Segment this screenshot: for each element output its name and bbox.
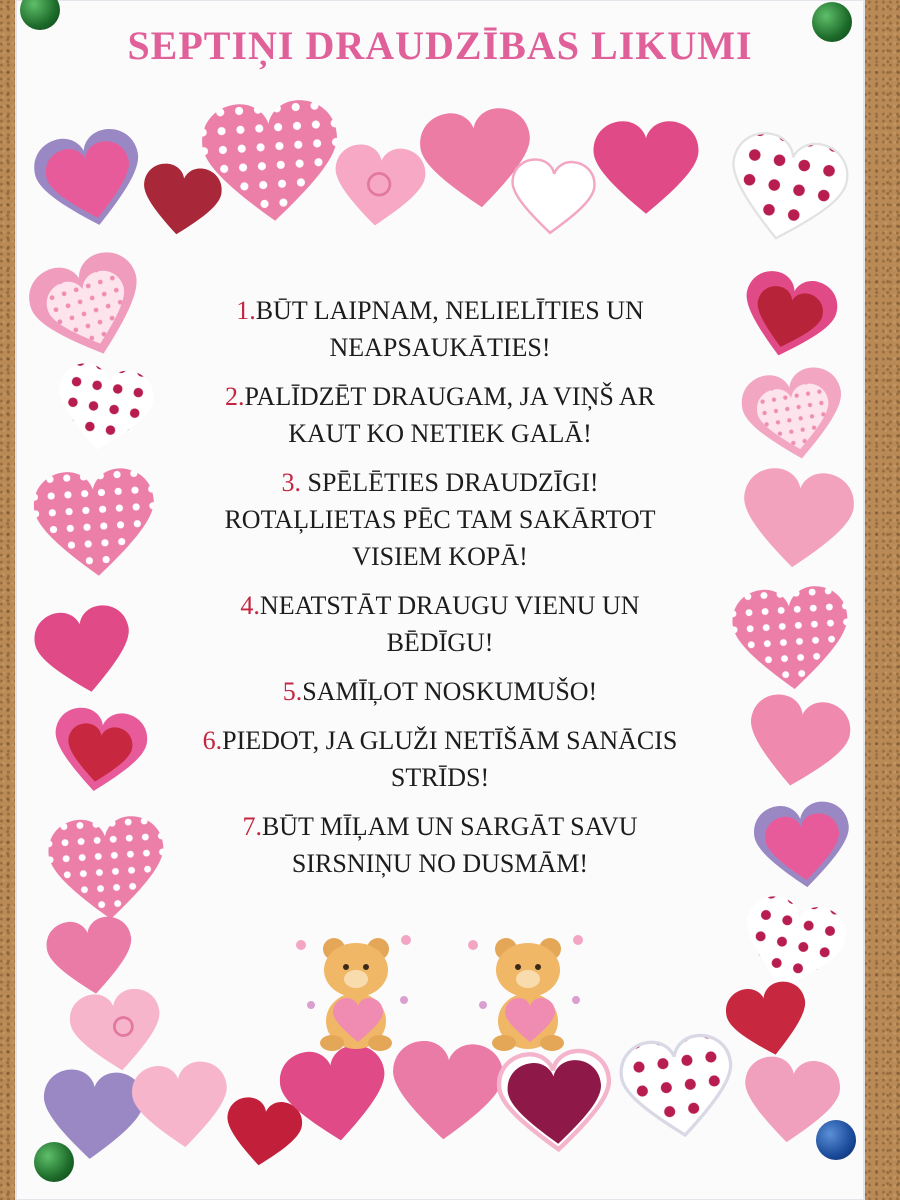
rule-item <box>170 378 710 452</box>
rule-item <box>170 464 710 575</box>
push-pin-icon <box>34 1142 74 1182</box>
rules-list <box>170 292 710 894</box>
rule-text: SAMĪĻOT NOSKUMUŠO! <box>302 677 598 706</box>
rule-item <box>170 722 710 796</box>
rule-number: 3. <box>281 468 308 497</box>
rule-number: 7. <box>242 812 262 841</box>
rule-text: BŪT LAIPNAM, NELIELĪTIES UN <box>255 296 644 325</box>
rule-number: 6. <box>202 726 223 755</box>
rule-text: PIEDOT, JA GLUŽI NETĪŠĀM SANĀCIS <box>222 726 678 755</box>
poster-title: SEPTIŅI DRAUDZĪBAS LIKUMI <box>127 23 753 68</box>
rule-text: SPĒLĒTIES DRAUDZĪGI! <box>307 468 599 497</box>
rule-text: SIRSNIŅU NO DUSMĀM! <box>291 849 589 878</box>
rule-number: 4. <box>240 591 260 620</box>
rule-text: STRĪDS! <box>390 763 490 792</box>
rule-text: BĒDĪGU! <box>386 628 494 657</box>
rule-item <box>170 587 710 661</box>
push-pin-icon <box>816 1120 856 1160</box>
rule-text: NEATSTĀT DRAUGU VIENU UN <box>259 591 640 620</box>
rule-text: BŪT MĪĻAM UN SARGĀT SAVU <box>261 812 638 841</box>
rule-number: 1. <box>236 296 256 325</box>
rule-number: 2. <box>224 382 245 411</box>
rule-number: 5. <box>282 677 303 706</box>
rule-text: PALĪDZĒT DRAUGAM, JA VIŅŠ AR <box>244 382 656 411</box>
rule-text: ROTAĻLIETAS PĒC TAM SAKĀRTOT <box>224 505 656 534</box>
rule-text: NEAPSAUKĀTIES! <box>329 333 551 362</box>
rule-item <box>170 808 710 882</box>
rule-item <box>170 292 710 366</box>
rule-text: KAUT KO NETIEK GALĀ! <box>288 419 592 448</box>
rule-text: VISIEM KOPĀ! <box>352 542 528 571</box>
rule-item <box>170 673 710 710</box>
